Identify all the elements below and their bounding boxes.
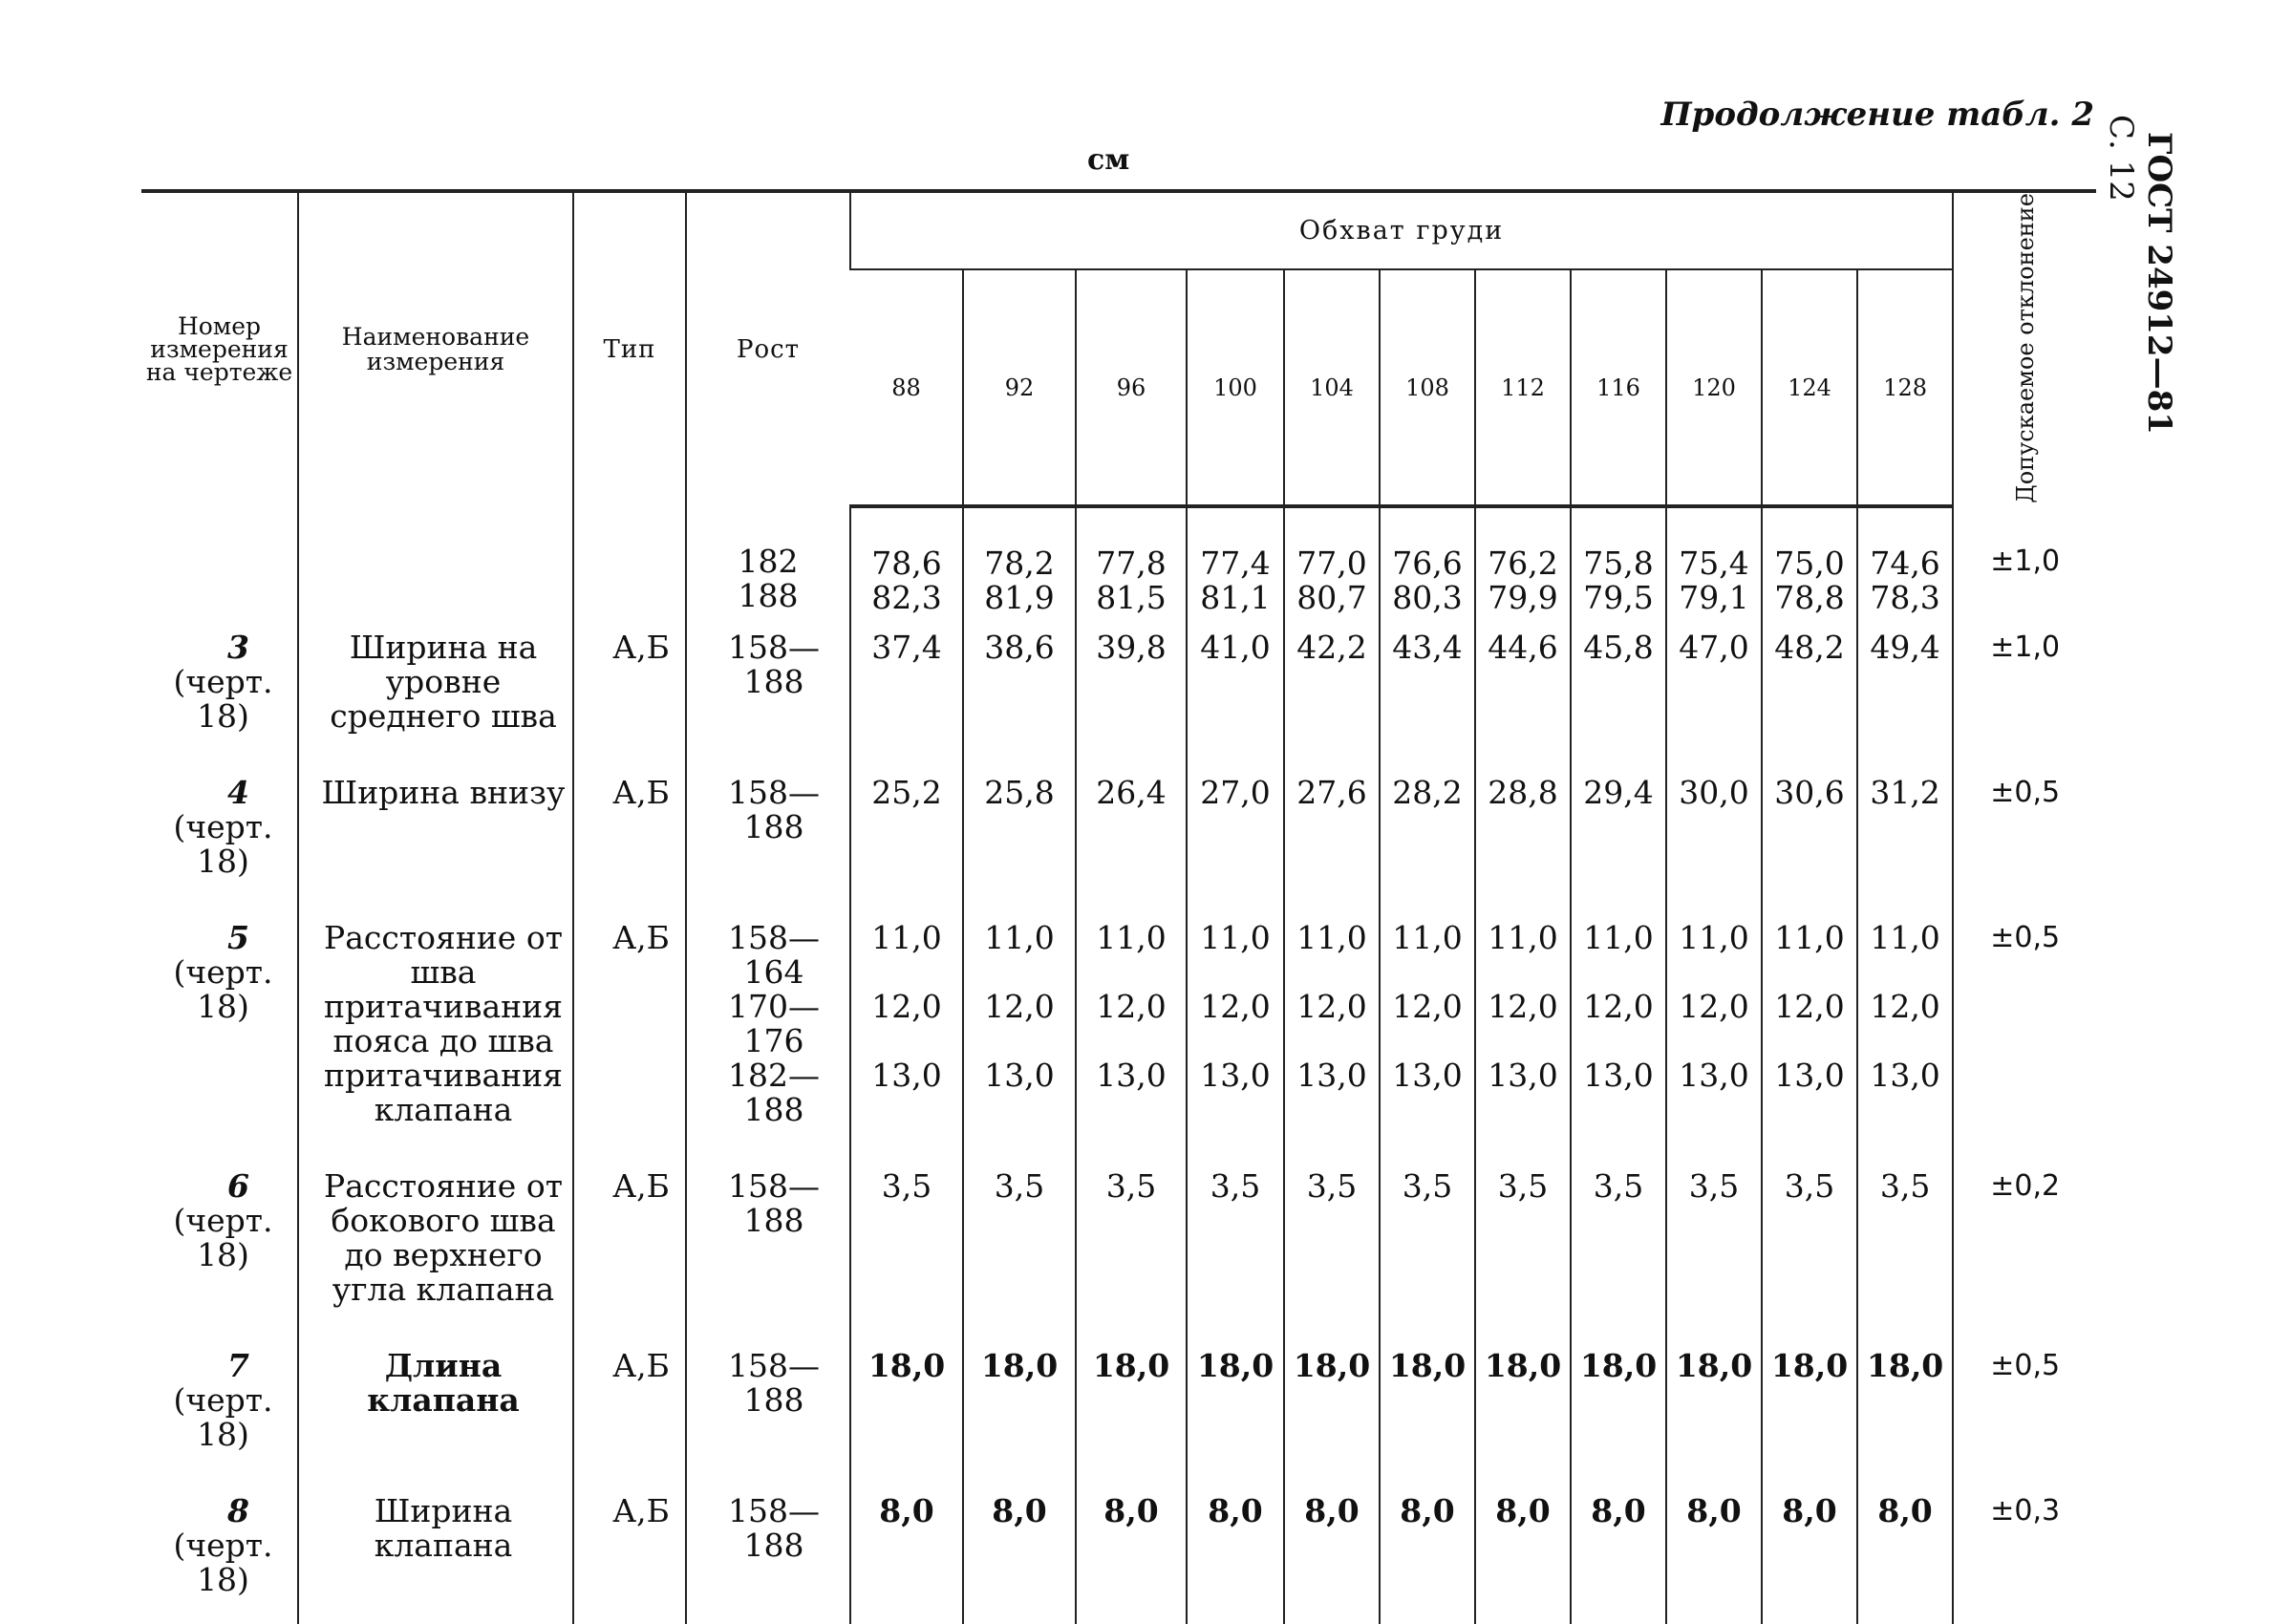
cell-value	[1076, 506, 1187, 615]
value: 13,0	[1870, 1056, 1940, 1094]
value: 11,0	[1870, 918, 1940, 956]
value: 13,0	[1774, 1056, 1845, 1094]
cell-value: 18,0	[1475, 1334, 1571, 1479]
cell-value: 3,5	[1284, 1154, 1380, 1334]
table-row	[141, 1154, 2096, 1334]
cell-value: 18,0	[963, 1334, 1076, 1479]
value: 76,6	[1392, 544, 1463, 582]
table-row	[141, 506, 2096, 615]
cell-value	[1284, 906, 1380, 1154]
value: 12,0	[1774, 987, 1845, 1025]
cell-value: 44,6	[1475, 615, 1571, 760]
cell-value	[1571, 506, 1666, 615]
header-size: 116	[1571, 269, 1666, 505]
cell-value: 18,0	[1284, 1334, 1380, 1479]
size-table	[141, 189, 2096, 1624]
value: 81,9	[984, 578, 1055, 616]
cell-value	[1187, 906, 1284, 1154]
cell-number	[141, 906, 298, 1154]
value: 11,0	[1774, 918, 1845, 956]
value: 12,0	[1870, 987, 1940, 1025]
value: 80,3	[1392, 578, 1463, 616]
cell-tolerance: ±0,2	[1953, 1154, 2096, 1334]
cell-value: 3,5	[1187, 1154, 1284, 1334]
side-mark	[2102, 115, 2178, 516]
value: 13,0	[1392, 1056, 1463, 1094]
value: 80,7	[1296, 578, 1367, 616]
cell-number	[141, 506, 298, 615]
cell-type: А,Б	[573, 760, 686, 906]
table-row	[141, 1479, 2096, 1624]
value: 79,5	[1583, 578, 1654, 616]
cell-value	[963, 506, 1076, 615]
cell-value: 25,8	[963, 760, 1076, 906]
cell-value: 42,2	[1284, 615, 1380, 760]
measure-number: 5	[227, 918, 249, 956]
table-row	[141, 760, 2096, 906]
cell-type: А,Б	[573, 615, 686, 760]
cell-value: 29,4	[1571, 760, 1666, 906]
header-size: 96	[1076, 269, 1187, 505]
value: 76,2	[1488, 544, 1558, 582]
cell-value: 8,0	[1571, 1479, 1666, 1624]
cell-value	[1666, 506, 1762, 615]
cell-value: 47,0	[1666, 615, 1762, 760]
value: 11,0	[1096, 918, 1167, 956]
header-size: 124	[1762, 269, 1857, 505]
header-size: 88	[850, 269, 963, 505]
cell-value: 8,0	[1762, 1479, 1857, 1624]
value: 13,0	[1200, 1056, 1271, 1094]
header-size: 92	[963, 269, 1076, 505]
value: 13,0	[871, 1056, 942, 1094]
cell-value: 39,8	[1076, 615, 1187, 760]
cell-name: Расстояние от бокового шва до верхнего угла клапана	[298, 1154, 573, 1334]
table-row	[141, 1334, 2096, 1479]
cell-name: Длина клапана	[298, 1334, 573, 1479]
value: 81,1	[1200, 578, 1271, 616]
cell-value	[1284, 506, 1380, 615]
header-name: Наименование измерения	[298, 191, 573, 506]
cell-tolerance: ±1,0	[1953, 615, 2096, 760]
value: 13,0	[1583, 1056, 1654, 1094]
cell-value: 28,8	[1475, 760, 1571, 906]
height-value: 170—176	[728, 987, 820, 1059]
page-number: С. 12	[2102, 115, 2140, 202]
header-row-top	[141, 191, 2096, 269]
drawing-ref: (черт. 18)	[173, 1526, 273, 1598]
value: 13,0	[1679, 1056, 1749, 1094]
drawing-ref: (черт. 18)	[173, 952, 273, 1025]
cell-value: 18,0	[1076, 1334, 1187, 1479]
cell-value: 30,0	[1666, 760, 1762, 906]
value: 79,1	[1679, 578, 1749, 616]
value: 11,0	[1392, 918, 1463, 956]
height-value: 188	[738, 576, 799, 614]
cell-height: 158—188	[686, 1479, 850, 1624]
cell-value: 3,5	[1571, 1154, 1666, 1334]
table-caption: Продолжение табл. 2	[1660, 96, 2094, 134]
cell-number	[141, 1154, 298, 1334]
value: 11,0	[1296, 918, 1367, 956]
value: 77,4	[1200, 544, 1271, 582]
table-row	[141, 906, 2096, 1154]
cell-value	[1762, 506, 1857, 615]
header-size: 120	[1666, 269, 1762, 505]
cell-value: 48,2	[1762, 615, 1857, 760]
cell-type: А,Б	[573, 1154, 686, 1334]
cell-value: 31,2	[1857, 760, 1953, 906]
cell-value	[1571, 906, 1666, 1154]
cell-value: 37,4	[850, 615, 963, 760]
cell-value	[963, 906, 1076, 1154]
cell-tolerance: ±1,0	[1953, 506, 2096, 615]
value: 11,0	[984, 918, 1055, 956]
header-number: Номер измерения на чертеже	[141, 191, 298, 506]
value: 77,8	[1096, 544, 1167, 582]
cell-value: 18,0	[1666, 1334, 1762, 1479]
cell-value	[1762, 906, 1857, 1154]
cell-value: 28,2	[1380, 760, 1475, 906]
cell-value: 3,5	[1076, 1154, 1187, 1334]
value: 12,0	[1392, 987, 1463, 1025]
cell-value: 26,4	[1076, 760, 1187, 906]
cell-value	[1475, 906, 1571, 1154]
cell-value: 8,0	[1284, 1479, 1380, 1624]
measure-number: 8	[227, 1491, 249, 1529]
cell-value: 3,5	[1380, 1154, 1475, 1334]
value: 12,0	[1679, 987, 1749, 1025]
cell-value	[1857, 506, 1953, 615]
cell-value: 49,4	[1857, 615, 1953, 760]
cell-height: 158—188	[686, 1154, 850, 1334]
cell-value: 3,5	[1762, 1154, 1857, 1334]
cell-value	[1187, 506, 1284, 615]
cell-value: 8,0	[1857, 1479, 1953, 1624]
measure-number: 6	[227, 1166, 249, 1205]
cell-value: 3,5	[1857, 1154, 1953, 1334]
cell-value	[1857, 906, 1953, 1154]
cell-value: 30,6	[1762, 760, 1857, 906]
value: 12,0	[1583, 987, 1654, 1025]
cell-type: А,Б	[573, 906, 686, 1154]
cell-height	[686, 906, 850, 1154]
cell-tolerance: ±0,3	[1953, 1479, 2096, 1624]
units-label: см	[1087, 143, 1130, 177]
cell-value: 43,4	[1380, 615, 1475, 760]
cell-value: 8,0	[1380, 1479, 1475, 1624]
value: 13,0	[984, 1056, 1055, 1094]
cell-name	[298, 506, 573, 615]
cell-value: 18,0	[1187, 1334, 1284, 1479]
cell-number	[141, 1479, 298, 1624]
drawing-ref: (черт. 18)	[173, 1380, 273, 1453]
header-size: 128	[1857, 269, 1953, 505]
value: 12,0	[871, 987, 942, 1025]
value: 13,0	[1096, 1056, 1167, 1094]
header-size: 104	[1284, 269, 1380, 505]
standard-code: ГОСТ 24912—81	[2140, 132, 2178, 435]
measure-number: 7	[227, 1346, 249, 1384]
cell-value	[1076, 906, 1187, 1154]
value: 11,0	[1488, 918, 1558, 956]
value: 78,3	[1870, 578, 1940, 616]
value: 75,4	[1679, 544, 1749, 582]
header-type: Тип	[573, 191, 686, 506]
value: 12,0	[1488, 987, 1558, 1025]
value: 75,8	[1583, 544, 1654, 582]
cell-height	[686, 506, 850, 615]
cell-name: Расстояние от шва притачивания пояса до шва притачивания клапана	[298, 906, 573, 1154]
cell-value: 18,0	[1762, 1334, 1857, 1479]
cell-tolerance: ±0,5	[1953, 760, 2096, 906]
cell-tolerance: ±0,5	[1953, 906, 2096, 1154]
cell-value	[1666, 906, 1762, 1154]
cell-value: 18,0	[850, 1334, 963, 1479]
value: 12,0	[984, 987, 1055, 1025]
cell-number	[141, 760, 298, 906]
cell-value: 8,0	[1475, 1479, 1571, 1624]
value: 12,0	[1096, 987, 1167, 1025]
value: 79,9	[1488, 578, 1558, 616]
cell-value: 18,0	[1857, 1334, 1953, 1479]
header-height: Рост	[686, 191, 850, 506]
cell-value	[850, 906, 963, 1154]
cell-value: 45,8	[1571, 615, 1666, 760]
value: 74,6	[1870, 544, 1940, 582]
cell-name: Ширина внизу	[298, 760, 573, 906]
value: 78,6	[871, 544, 942, 582]
table-row	[141, 615, 2096, 760]
cell-value: 8,0	[963, 1479, 1076, 1624]
header-tolerance	[1953, 191, 2096, 506]
table-body	[141, 506, 2096, 1624]
value: 78,2	[984, 544, 1055, 582]
value: 75,0	[1774, 544, 1845, 582]
cell-value: 8,0	[1187, 1479, 1284, 1624]
cell-height: 158—188	[686, 615, 850, 760]
cell-type: А,Б	[573, 1334, 686, 1479]
cell-height: 158—188	[686, 1334, 850, 1479]
height-value: 182—188	[728, 1056, 820, 1128]
cell-value: 18,0	[1380, 1334, 1475, 1479]
drawing-ref: (черт. 18)	[173, 807, 273, 880]
header-size: 108	[1380, 269, 1475, 505]
cell-value: 41,0	[1187, 615, 1284, 760]
cell-value: 8,0	[850, 1479, 963, 1624]
cell-value: 18,0	[1571, 1334, 1666, 1479]
cell-number	[141, 615, 298, 760]
header-size: 100	[1187, 269, 1284, 505]
header-chest-group: Обхват груди	[850, 191, 1953, 269]
header-tolerance-text: Допускаемое отклонение	[2011, 193, 2039, 503]
value: 11,0	[871, 918, 942, 956]
measure-number: 3	[227, 628, 249, 666]
cell-value: 8,0	[1666, 1479, 1762, 1624]
cell-value	[1380, 906, 1475, 1154]
cell-value: 8,0	[1076, 1479, 1187, 1624]
cell-value: 25,2	[850, 760, 963, 906]
value: 13,0	[1488, 1056, 1558, 1094]
cell-value: 27,6	[1284, 760, 1380, 906]
value: 78,8	[1774, 578, 1845, 616]
cell-value: 3,5	[963, 1154, 1076, 1334]
cell-number	[141, 1334, 298, 1479]
value: 11,0	[1200, 918, 1271, 956]
cell-type: А,Б	[573, 1479, 686, 1624]
value: 77,0	[1296, 544, 1367, 582]
value: 12,0	[1296, 987, 1367, 1025]
value: 11,0	[1679, 918, 1749, 956]
value: 12,0	[1200, 987, 1271, 1025]
cell-value: 38,6	[963, 615, 1076, 760]
cell-value: 3,5	[1666, 1154, 1762, 1334]
height-value: 182	[738, 542, 799, 580]
drawing-ref: (черт. 18)	[173, 662, 273, 735]
cell-height: 158—188	[686, 760, 850, 906]
cell-value	[850, 506, 963, 615]
value: 81,5	[1096, 578, 1167, 616]
cell-value: 3,5	[850, 1154, 963, 1334]
cell-name: Ширина клапана	[298, 1479, 573, 1624]
value: 11,0	[1583, 918, 1654, 956]
cell-value: 3,5	[1475, 1154, 1571, 1334]
header-size: 112	[1475, 269, 1571, 505]
value: 82,3	[871, 578, 942, 616]
cell-value	[1475, 506, 1571, 615]
drawing-ref: (черт. 18)	[173, 1201, 273, 1273]
cell-name: Ширина на уровне среднего шва	[298, 615, 573, 760]
height-value: 158—164	[728, 918, 820, 991]
measure-number: 4	[227, 773, 249, 811]
cell-value: 27,0	[1187, 760, 1284, 906]
cell-tolerance: ±0,5	[1953, 1334, 2096, 1479]
value: 13,0	[1296, 1056, 1367, 1094]
cell-value	[1380, 506, 1475, 615]
cell-type	[573, 506, 686, 615]
